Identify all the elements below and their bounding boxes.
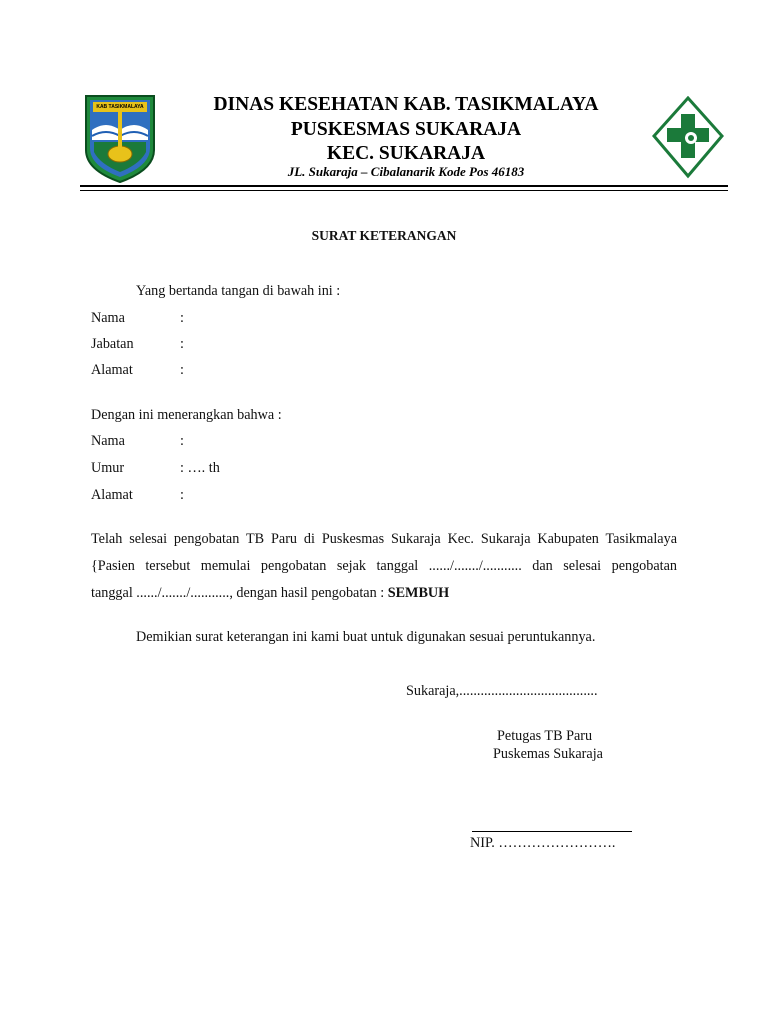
header-district: KEC. SUKARAJA	[326, 143, 486, 164]
document-title: SURAT KETERANGAN	[311, 228, 457, 243]
closing-statement: Demikian surat keterangan ini kami buat untuk digunakan sesuai peruntukannya.	[136, 629, 596, 645]
subject-name-value: :	[180, 433, 184, 449]
body-line-3	[91, 585, 449, 602]
subject-age-value: : …. th	[180, 460, 220, 476]
signer-address-label: Alamat	[91, 362, 133, 378]
puskesmas-logo	[650, 96, 726, 182]
signature-nip: NIP. …………………….	[470, 835, 616, 851]
signature-line	[472, 831, 632, 832]
signer-address-value: :	[180, 362, 184, 378]
body-line-3-text: tanggal ....../......./..........., dengan hasil pengobatan :	[91, 585, 388, 601]
header-address: JL. Sukaraja – Cibalanarik Kode Pos 46183	[287, 164, 525, 179]
signature-role: Petugas TB Paru	[497, 728, 593, 744]
kab-tasikmalaya-logo	[80, 90, 160, 184]
subject-address-value: :	[180, 487, 184, 503]
body-line-1: Telah selesai pengobatan TB Paru di Puskesmas Sukaraja Kec. Sukaraja Kabupaten Tasikmalaya	[91, 531, 677, 547]
signer-name-value: :	[180, 310, 184, 326]
logo-left-label: KAB TASIKMALAYA	[96, 104, 144, 110]
letterhead-rule-thin	[80, 190, 728, 191]
signer-position-label: Jabatan	[91, 336, 134, 352]
signer-intro: Yang bertanda tangan di bawah ini :	[136, 283, 341, 299]
subject-intro: Dengan ini menerangkan bahwa :	[91, 407, 282, 423]
subject-name-label: Nama	[91, 433, 125, 449]
letterhead-rule-thick	[80, 185, 728, 187]
signature-org: Puskemas Sukaraja	[493, 746, 603, 762]
treatment-result: SEMBUH	[387, 585, 450, 601]
header-puskesmas: PUSKESMAS SUKARAJA	[290, 119, 522, 140]
subject-address-label: Alamat	[91, 487, 133, 503]
header-agency: DINAS KESEHATAN KAB. TASIKMALAYA	[213, 94, 599, 115]
signer-position-value: :	[180, 336, 184, 352]
subject-age-label: Umur	[91, 460, 125, 476]
signature-place-date: Sukaraja,.......................................	[406, 683, 598, 699]
body-line-2: {Pasien tersebut memulai pengobatan sejak tanggal ....../......./........... dan selesai pengobatan	[91, 558, 677, 574]
signer-name-label: Nama	[91, 310, 125, 326]
